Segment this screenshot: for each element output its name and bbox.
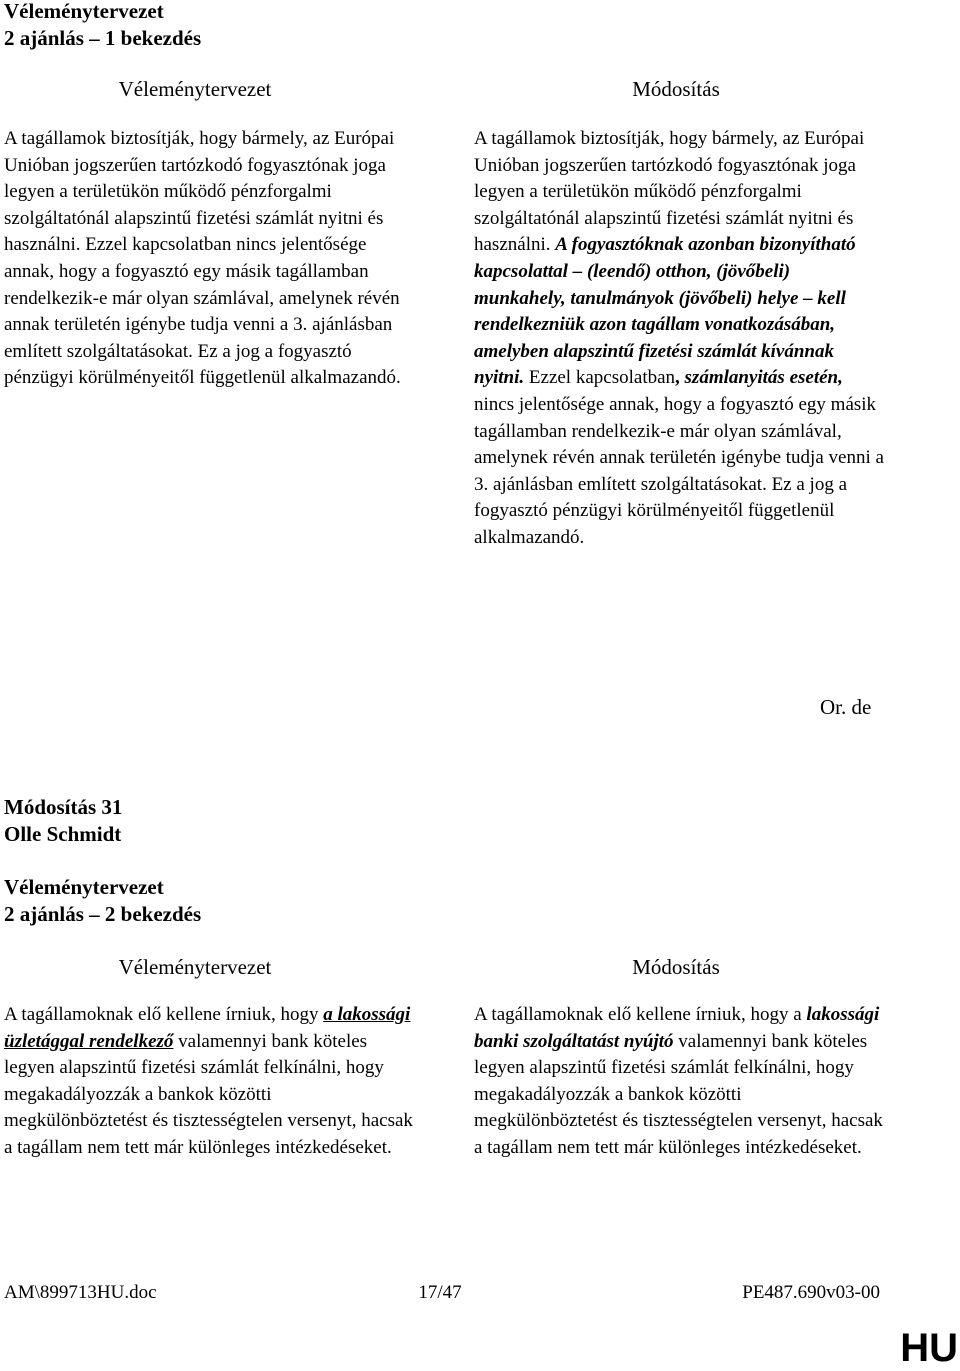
amendment-author: Olle Schmidt — [4, 822, 122, 846]
left-paragraph-2 — [4, 1002, 414, 1162]
right-paragraph-2 — [474, 1002, 884, 1162]
text-segment: a lakossági üzletággal rendelkező — [4, 1004, 411, 1052]
text-segment: A tagállamoknak elő kellene írniuk, hogy a — [474, 1004, 807, 1025]
left-column-heading-2: Véleménytervezet — [118, 955, 272, 979]
text-segment: valamennyi bank köteles legyen alapszintű fizetési számlát felkínálni, hogy megakadályozzák a bankok közötti megkülönböztetést és tisztességtelen versenyt, hacsak a tagállam nem tett már különleges intézkedéseket. — [474, 1030, 883, 1158]
amendment-recommendation-reference: 2 ajánlás – 2 bekezdés — [4, 902, 202, 926]
document-reference: AM\899713HU.doc — [4, 1282, 157, 1303]
text-segment: számlanyitás esetén, — [684, 367, 843, 389]
text-segment: A fogyasztóknak azonban bizonyítható kapcsolattal – (leendő) otthon, (jövőbeli) munkahely, tanulmányok (jövőbeli) helye – kell rendelkezniük azon tagállam vonatkozásában, amelyben alapszintű fizetési számlát kívánnak nyitni. — [474, 234, 856, 389]
text-segment: Ezzel kapcsolatban — [524, 367, 676, 389]
text-segment: A tagállamoknak elő kellene írniuk, hogy — [4, 1004, 324, 1025]
pe-reference: PE487.690v03-00 — [742, 1282, 880, 1303]
right-column-heading-2: Módosítás — [632, 955, 720, 979]
draft-opinion-title: Véleménytervezet — [4, 0, 164, 23]
language-code: HU — [900, 1326, 958, 1370]
right-paragraph-1 — [474, 126, 884, 552]
right-column-heading: Módosítás — [632, 77, 720, 101]
text-segment: lakossági banki szolgáltatást nyújtó — [474, 1004, 880, 1052]
original-language: Or. de — [820, 695, 872, 719]
left-column-heading: Véleménytervezet — [118, 77, 272, 101]
text-segment: nincs jelentősége annak, hogy a fogyasztó egy másik tagállamban rendelkezik-e már olyan számlával, amelynek révén annak területén igénybe tudja venni a 3. ajánlásban említett szolgáltatásokat. Ez a jog a fogyasztó pénzügyi körülményeitől függetlenül alkalmazandó. — [474, 393, 884, 548]
recommendation-reference: 2 ajánlás – 1 bekezdés — [4, 26, 202, 50]
amendment-number: Módosítás 31 — [4, 795, 123, 819]
page-number: 17/47 — [418, 1282, 462, 1303]
text-segment: valamennyi bank köteles legyen alapszintű fizetési számlát felkínálni, hogy megakadályozzák a bankok közötti megkülönböztetést és tisztességtelen versenyt, hacsak a tagállam nem tett már különleges intézkedéseket. — [4, 1030, 413, 1158]
text-segment: A tagállamok biztosítják, hogy bármely, az Európai Unióban jogszerűen tartózkodó fogyasztónak joga legyen a területükön működő pénzforgalmi szolgáltatónál alapszintű fizetési számlát nyitni és használni. Ezzel kapcsolatban nincs jelentősége annak, hogy a fogyasztó egy másik tagállamban rendelkezik-e már olyan számlával, amelynek révén annak területén igénybe tudja venni a 3. ajánlásban említett szolgáltatásokat. Ez a jog a fogyasztó pénzügyi körülményeitől függetlenül alkalmazandó. — [4, 128, 401, 389]
amendment-draft-title: Véleménytervezet — [4, 875, 164, 899]
text-segment: , — [675, 367, 685, 389]
text-segment: A tagállamok biztosítják, hogy bármely, az Európai Unióban jogszerűen tartózkodó fogyasztónak joga legyen a területükön működő pénzforgalmi szolgáltatónál alapszintű fizetési számlát nyitni és használni. — [474, 128, 865, 256]
left-paragraph-1 — [4, 126, 414, 392]
